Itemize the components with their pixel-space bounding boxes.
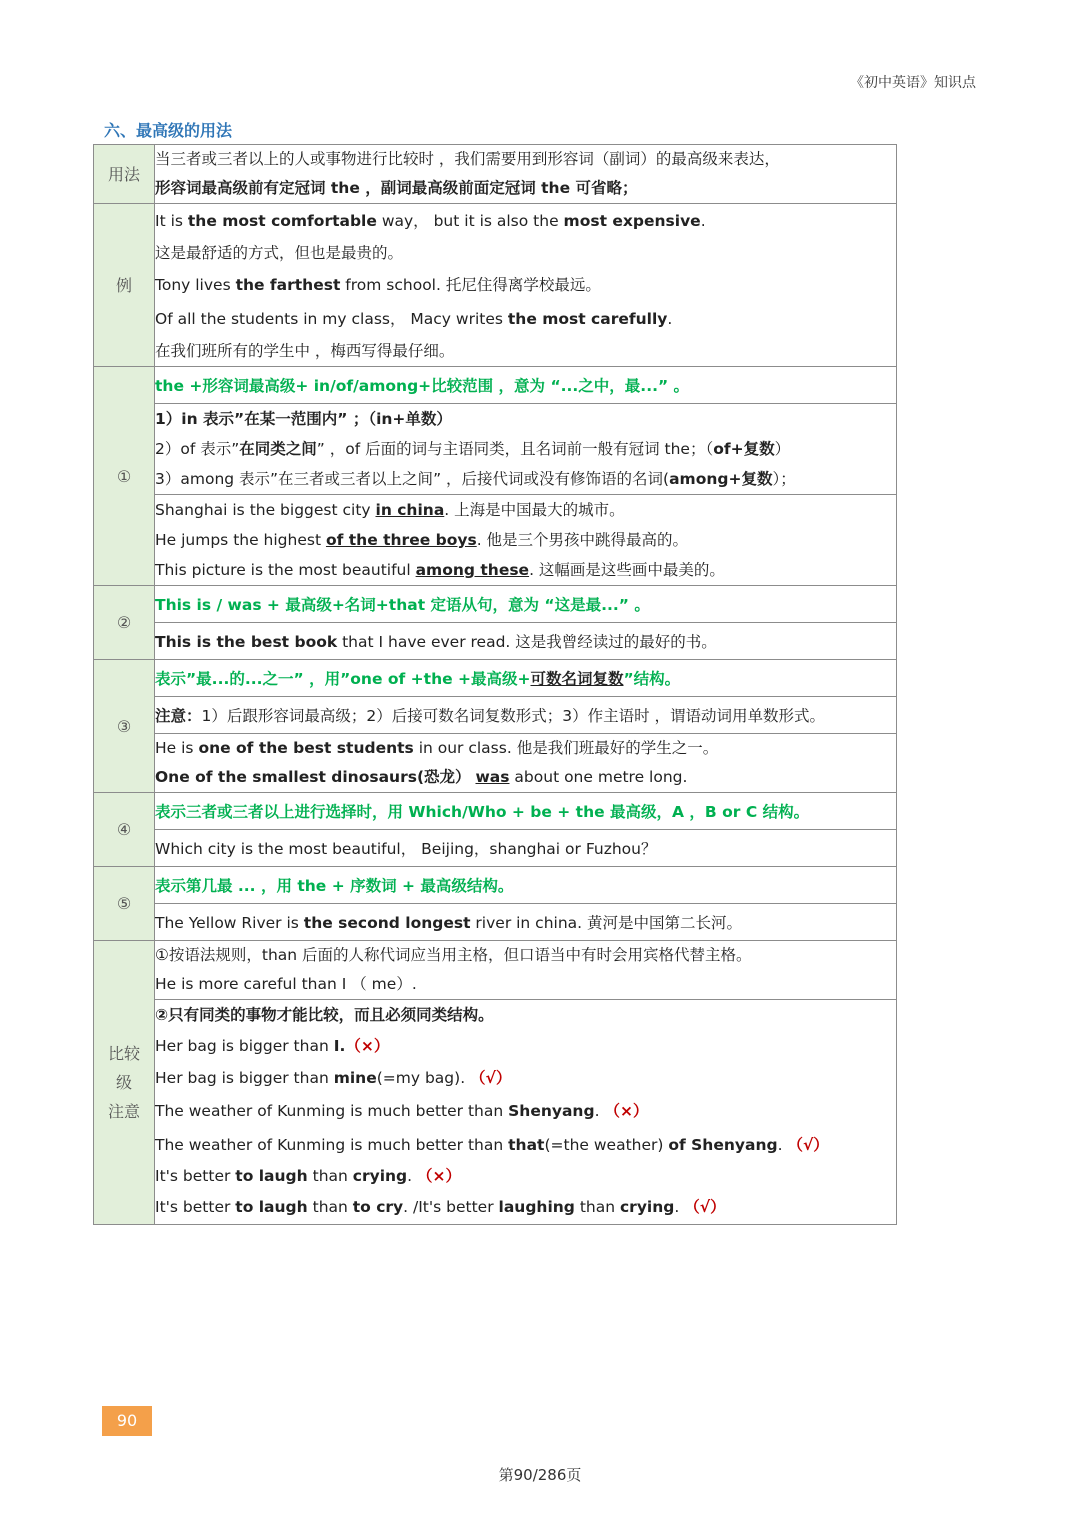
text: The weather of Kunming is much better than xyxy=(155,1102,509,1120)
text: I. xyxy=(333,1037,346,1055)
table-row-rule-3-note xyxy=(94,697,897,734)
text: Her bag is bigger than xyxy=(155,1069,334,1087)
table-row-rule-1-points xyxy=(94,404,897,495)
rule-3-note-cell xyxy=(155,697,897,734)
text: . 上海是中国最大的城市。 xyxy=(444,501,625,519)
example-sentence-3 xyxy=(155,302,896,336)
text: 可数名词复数 xyxy=(530,670,624,688)
text: The Yellow River is xyxy=(155,914,304,932)
page-indicator: 第90/286页 xyxy=(498,1466,582,1484)
text: among these xyxy=(415,561,530,579)
rule-1-text: the +形容词最高级+ in/of/among+比较范围 ，意为 “...之中，最...” 。 xyxy=(155,377,690,395)
text: crying xyxy=(352,1167,408,1185)
text: ” ；（in+单数） xyxy=(337,410,452,428)
rule-4-text: 表示三者或三者以上进行选择时，用 Which/Who + be + the 最高级，A ，B or C 结构。 xyxy=(155,803,810,821)
text: in china xyxy=(375,501,445,519)
notes-1-rule: ①按语法规则，than 后面的人称代词应当用主格，但口语当中有时会用宾格代替主格。 xyxy=(155,946,752,964)
rule-1-point-3 xyxy=(155,464,896,494)
text: It is xyxy=(155,212,188,230)
text: the farthest xyxy=(235,276,341,294)
usage-line-2: 形容词最高级前有定冠词 the ，副词最高级前面定冠词 the 可省略； xyxy=(155,179,638,197)
table-row-rule-3 xyxy=(94,660,897,697)
text: He is xyxy=(155,739,199,757)
text: This picture is the most beautiful xyxy=(155,561,416,579)
table-row-rule-5 xyxy=(94,867,897,904)
text: crying xyxy=(619,1198,675,1216)
rule-4-cell xyxy=(155,793,897,830)
text: Shenyang xyxy=(508,1102,595,1120)
text: 表示”最...的...之一” ，用”one of +the +最高级+ xyxy=(155,670,531,688)
notes-2-example-4 xyxy=(155,1128,896,1162)
text: (=my bag). xyxy=(376,1069,471,1087)
text: among+复数 xyxy=(669,470,773,488)
text: was xyxy=(475,768,510,786)
text: most expensive xyxy=(563,212,701,230)
section-title: 六、最高级的用法 xyxy=(104,121,233,140)
text: 在某一范围内 xyxy=(244,410,338,428)
text: the second longest xyxy=(303,914,471,932)
notes-2-example-2 xyxy=(155,1062,896,1094)
row-label-usage: 用法 xyxy=(94,145,155,204)
rule-1-points-cell xyxy=(155,404,897,495)
table-row-rule-2-example xyxy=(94,623,897,660)
rule-2-cell xyxy=(155,586,897,623)
row-label-notes xyxy=(94,941,155,1225)
text: from school. 托尼住得离学校最远。 xyxy=(340,276,601,294)
text: 1）in 表示” xyxy=(155,410,245,428)
notes-label-line-1: 比较 xyxy=(107,1044,140,1063)
table-row-notes-2 xyxy=(94,1000,897,1225)
table-row-rule-4-example xyxy=(94,830,897,867)
rule-3-examples-cell xyxy=(155,734,897,793)
rule-5-example-cell xyxy=(155,904,897,941)
text: Of all the students in my class， Macy writes xyxy=(155,310,508,328)
wrong-mark: （×） xyxy=(345,1037,390,1055)
usage-cell xyxy=(155,145,897,204)
text: . xyxy=(674,1198,685,1216)
text: 2）of 表示” xyxy=(155,440,240,458)
wrong-mark: （×） xyxy=(604,1102,649,1120)
text: . xyxy=(700,212,706,230)
row-label-example: 例 xyxy=(94,204,155,367)
rule-1-example-1 xyxy=(155,495,896,525)
rule-2-example xyxy=(155,627,896,657)
example-translation-1: 这是最舒适的方式，但也是最贵的。 xyxy=(155,244,404,262)
text: One of the smallest dinosaurs(恐龙） xyxy=(155,768,471,786)
text: (=the weather) xyxy=(544,1136,669,1154)
rule-1-point-2 xyxy=(155,434,896,464)
text: ） xyxy=(774,440,791,458)
notes-1-example: He is more careful than I （ me）. xyxy=(155,975,417,993)
rule-1-example-2 xyxy=(155,525,896,555)
notes-1-cell xyxy=(155,941,897,1000)
notes-2-example-3 xyxy=(155,1094,896,1128)
text: . 这幅画是这些画中最美的。 xyxy=(529,561,725,579)
text: He jumps the highest xyxy=(155,531,326,549)
table-row-rule-1-examples xyxy=(94,495,897,586)
wrong-mark: （×） xyxy=(417,1167,462,1185)
table-row-example xyxy=(94,204,897,367)
row-label-rule-2: ② xyxy=(94,586,155,660)
rule-3-text xyxy=(155,664,896,694)
rule-5-example xyxy=(155,908,896,938)
table-row-rule-3-examples xyxy=(94,734,897,793)
text: . xyxy=(407,1167,418,1185)
notes-2-example-6 xyxy=(155,1190,896,1224)
table-row-rule-4 xyxy=(94,793,897,830)
grammar-table xyxy=(93,144,897,1225)
notes-2-title: ②只有同类的事物才能比较，而且必须同类结构。 xyxy=(155,1006,494,1024)
text: about one metre long. xyxy=(509,768,688,786)
text: ”结构。 xyxy=(623,670,681,688)
rule-5-cell xyxy=(155,867,897,904)
text: Her bag is bigger than xyxy=(155,1037,334,1055)
table-row-rule-2 xyxy=(94,586,897,623)
rule-3-example-1 xyxy=(155,734,896,763)
rule-1-cell xyxy=(155,367,897,404)
example-translation-3: 在我们班所有的学生中 ，梅西写得最仔细。 xyxy=(155,342,455,360)
text: than xyxy=(307,1167,353,1185)
text: the most comfortable xyxy=(187,212,377,230)
text: . 他是三个男孩中跳得最高的。 xyxy=(476,531,689,549)
example-sentence-2 xyxy=(155,268,896,302)
book-title: 《初中英语》知识点 xyxy=(850,75,976,91)
page-number-badge: 90 xyxy=(102,1406,152,1436)
text: . xyxy=(777,1136,788,1154)
text: in our class. 他是我们班最好的学生之一。 xyxy=(413,739,719,757)
rule-3-example-2 xyxy=(155,763,896,792)
text: to laugh xyxy=(235,1198,308,1216)
text: to cry xyxy=(352,1198,404,1216)
example-cell xyxy=(155,204,897,367)
text: . xyxy=(667,310,673,328)
text: of+复数 xyxy=(713,440,775,458)
text: Tony lives xyxy=(155,276,236,294)
text: of Shenyang xyxy=(668,1136,778,1154)
text: way， but it is also the xyxy=(376,212,564,230)
row-label-rule-4: ④ xyxy=(94,793,155,867)
notes-label-line-2: 级 xyxy=(115,1073,132,1092)
text: one of the best students xyxy=(198,739,414,757)
row-label-rule-1: ① xyxy=(94,367,155,586)
text: the most carefully xyxy=(507,310,668,328)
rule-4-example-cell xyxy=(155,830,897,867)
table-row-notes xyxy=(94,941,897,1000)
rule-5-text: 表示第几最 ... ，用 the + 序数词 + 最高级结构。 xyxy=(155,877,514,895)
row-label-rule-5: ⑤ xyxy=(94,867,155,941)
text: 在同类之间 xyxy=(239,440,317,458)
rule-3-note xyxy=(155,701,896,731)
rule-1-examples-cell xyxy=(155,495,897,586)
text: The weather of Kunming is much better than xyxy=(155,1136,509,1154)
text: 3）among 表示”在三者或三者以上之间” ，后接代词或没有修饰语的名词( xyxy=(155,470,670,488)
example-sentence-1 xyxy=(155,204,896,238)
table-row-rule-1 xyxy=(94,367,897,404)
right-mark: （√） xyxy=(470,1069,512,1087)
rule-1-point-1 xyxy=(155,404,896,434)
notes-2-example-1 xyxy=(155,1030,896,1062)
text: ” ，of 后面的词与主语同类，且名词前一般有冠词 the；（ xyxy=(316,440,714,458)
text: of the three boys xyxy=(325,531,477,549)
notes-label-line-3: 注意 xyxy=(107,1102,140,1121)
rule-2-example-cell xyxy=(155,623,897,660)
rule-2-text: This is / was + 最高级+名词+that 定语从句，意为 “这是最...” 。 xyxy=(155,596,650,614)
text: It's better xyxy=(155,1198,236,1216)
table-row-usage xyxy=(94,145,897,204)
text: ）； xyxy=(772,470,796,488)
text: Shanghai is the biggest city xyxy=(155,501,376,519)
notes-2-example-5 xyxy=(155,1162,896,1190)
text: 注意： xyxy=(155,707,202,725)
table-row-rule-5-example xyxy=(94,904,897,941)
text: . /It's better xyxy=(403,1198,499,1216)
text: 1）后跟形容词最高级；2）后接可数名词复数形式；3）作主语时 ，谓语动词用单数形式。 xyxy=(201,707,826,725)
text: than xyxy=(307,1198,353,1216)
usage-line-1: 当三者或三者以上的人或事物进行比较时 ，我们需要用到形容词（副词）的最高级来表达， xyxy=(155,150,780,168)
rule-3-cell xyxy=(155,660,897,697)
row-label-rule-3: ③ xyxy=(94,660,155,793)
text: laughing xyxy=(498,1198,575,1216)
text: that I have ever read. 这是我曾经读过的最好的书。 xyxy=(337,633,717,651)
right-mark: （√） xyxy=(684,1198,726,1216)
text: It's better xyxy=(155,1167,236,1185)
text: This is the best book xyxy=(155,633,338,651)
text: that xyxy=(508,1136,545,1154)
right-mark: （√） xyxy=(787,1136,829,1154)
rule-1-example-3 xyxy=(155,555,896,585)
text: river in china. 黄河是中国第二长河。 xyxy=(470,914,743,932)
text: mine xyxy=(333,1069,377,1087)
text: than xyxy=(574,1198,620,1216)
rule-4-example: Which city is the most beautiful， Beijing，shanghai or Fuzhou？ xyxy=(155,840,657,858)
notes-2-cell xyxy=(155,1000,897,1225)
text: . xyxy=(594,1102,605,1120)
text: to laugh xyxy=(235,1167,308,1185)
